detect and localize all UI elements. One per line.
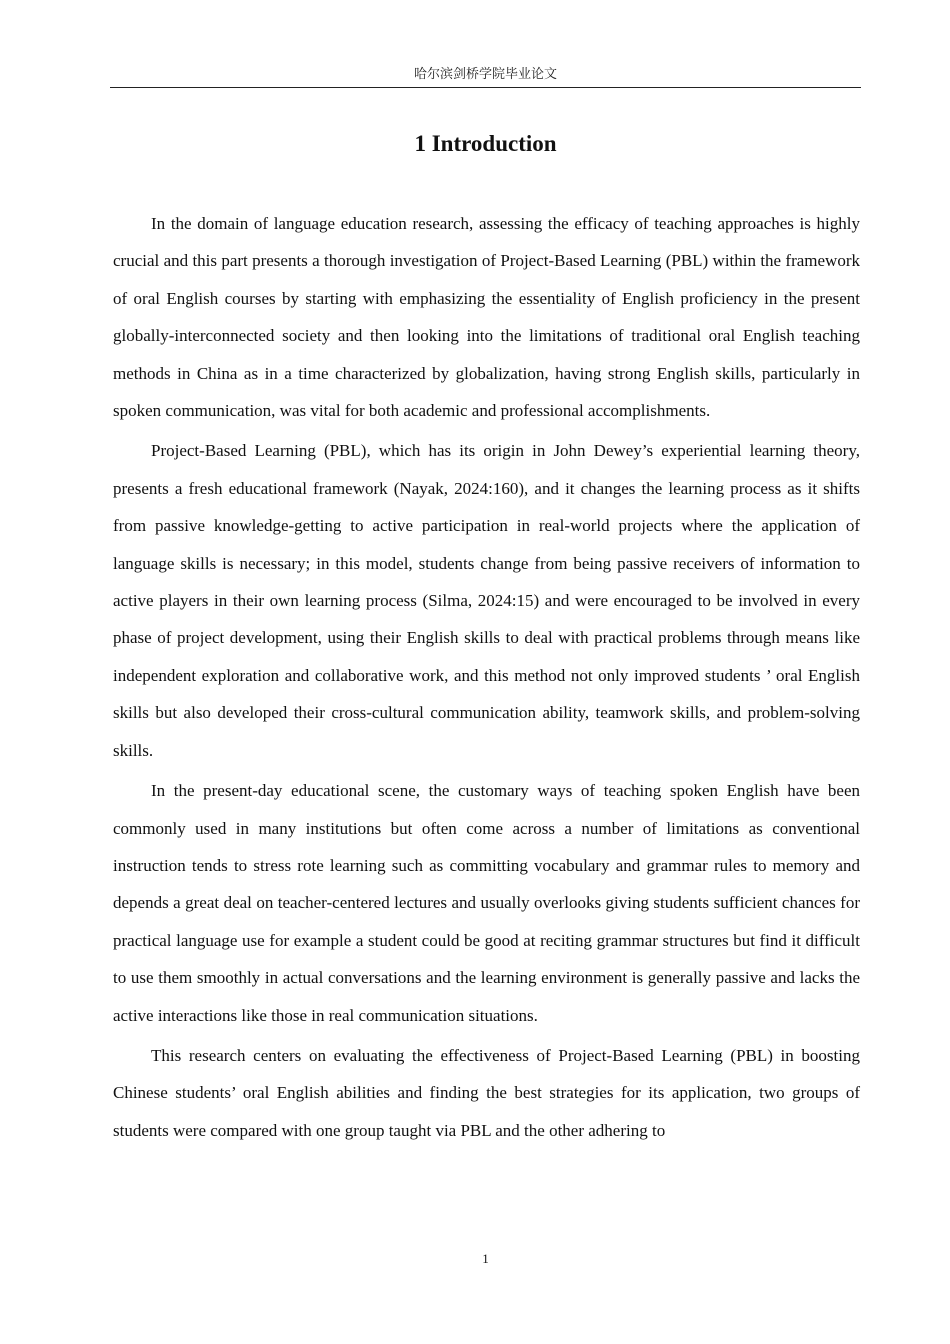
running-header: 哈尔滨剑桥学院毕业论文 bbox=[413, 67, 557, 82]
paragraph-4: This research centers on evaluating the effectiveness of Project-Based Learning (PBL) in boosting Chinese students’ oral English abilities and finding the best strategies for its application, two groups of students were compared with one group taught via PBL and the other adhering to bbox=[113, 1045, 860, 1140]
page-number: 1 bbox=[482, 1251, 489, 1266]
paragraph-2: Project-Based Learning (PBL), which has its origin in John Dewey’s experiential learning theory, presents a fresh educational framework (Nayak, 2024:160), and it changes the learning process as it shifts from passive knowledge-getting to active participation in real-world projects where the application of language skills is necessary; in this model, students change from being passive receivers of information to active players in their own learning process (Silma, 2024:15) and were encouraged to be involved in every phase of project development, using their English skills to deal with practical problems through means like independent exploration and collaborative work, and this method not only improved students ’ oral English skills but also developed their cross-cultural communication ability, teamwork skills, and problem-solving skills. bbox=[113, 441, 860, 760]
header-rule bbox=[110, 87, 861, 88]
paragraph-3: In the present-day educational scene, the customary ways of teaching spoken English have been commonly used in many institutions but often come across a number of limitations as conventional instruction tends to stress rote learning such as committing vocabulary and grammar rules to memory and depends a great deal on teacher-centered lectures and usually overlooks giving students sufficient chances for practical language use for example a student could be good at reciting grammar structures but find it difficult to use them smoothly in actual conversations and the learning environment is generally passive and lacks the active interactions like those in real communication situations. bbox=[113, 781, 860, 1025]
body-text bbox=[113, 205, 860, 1152]
paragraph-1: In the domain of language education research, assessing the efficacy of teaching approaches is highly crucial and this part presents a thorough investigation of Project-Based Learning (PBL) within the framework of oral English courses by starting with emphasizing the essentiality of English proficiency in the present globally-interconnected society and then looking into the limitations of traditional oral English teaching methods in China as in a time characterized by globalization, having strong English skills, particularly in spoken communication, was vital for both academic and professional accomplishments. bbox=[113, 214, 860, 421]
chapter-title: 1 Introduction bbox=[414, 131, 557, 156]
